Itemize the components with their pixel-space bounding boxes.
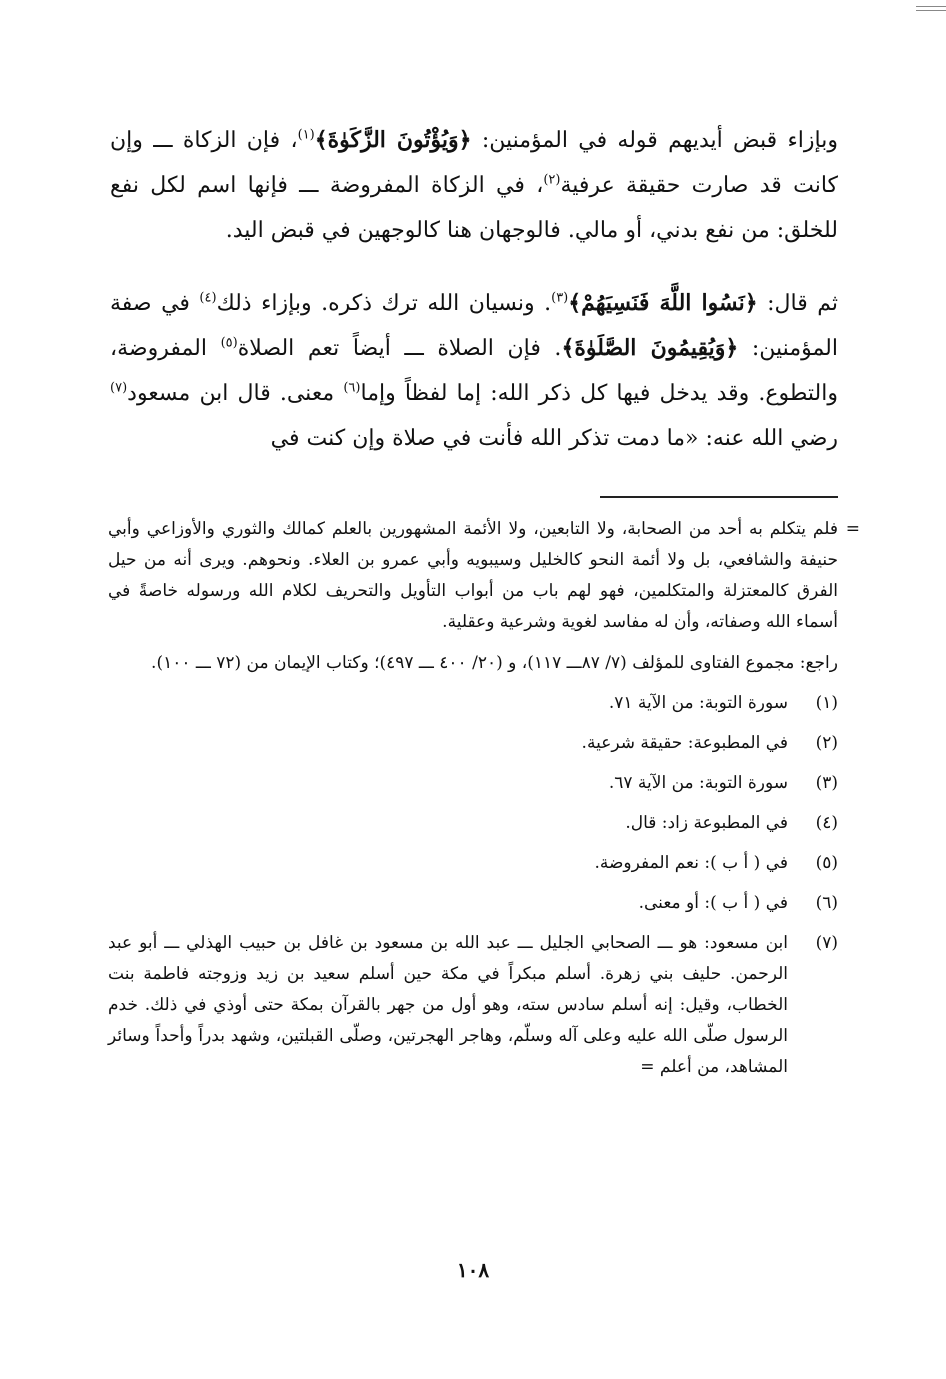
p1-text-a: وبإزاء قبض أيديهم قوله في المؤمنين: <box>471 128 838 153</box>
footnote-1 <box>108 688 838 719</box>
footnote-ref-1[interactable]: (١) <box>297 127 315 143</box>
p2-text-a: ثم قال: <box>757 291 838 316</box>
footnote-text: في ( أ ب ): أو معنى. <box>638 893 788 913</box>
footnote-text: في المطبوعة: حقيقة شرعية. <box>581 733 788 753</box>
footnote-ref-5[interactable]: (٥) <box>220 335 238 351</box>
footnote-ref-6[interactable]: (٦) <box>343 380 361 396</box>
footnote-ref-3[interactable]: (٣) <box>551 290 569 306</box>
footnote-number: (٧) <box>815 933 838 953</box>
footnote-separator <box>600 496 838 498</box>
p1-text-b: ، فإن الزكاة ـــ وإن كانت قد صارت حقيقة عرفية <box>110 128 838 198</box>
footnote-text: في المطبوعة زاد: قال. <box>625 813 788 833</box>
footnote-7 <box>108 928 838 1083</box>
footnote-3 <box>108 768 838 799</box>
footnote-text: ابن مسعود: هو ـــ الصحابي الجليل ـــ عبد الله بن مسعود بن غافل بن حبيب الهذلي ـــ أبو عبد الرحمن. حليف بني زهرة. أسلم مبكراً في مكة حين أسلم سعيد بن زيد وزوجته فاطمة بنت الخطاب، وقيل: إنه أسلم سادس سته، وهو أول من جهر بالقرآن بمكة حتى أوذي في ذلك. خدم الرسول صلّى الله عليه وعلى آله وسلّم، وهاجر الهجرتين، وصلّى القبلتين، وشهد بدراً وأحداً وسائر المشاهد، من أعلم = <box>108 933 788 1077</box>
reference-line: راجع: مجموع الفتاوى للمؤلف (٧/ ٨٧ـــ ١١٧)، و (٢٠/ ٤٠٠ ـــ ٤٩٧)؛ وكتاب الإيمان من (٧٢ ـــ ١٠٠). <box>151 653 838 673</box>
footnote-4 <box>108 808 838 839</box>
footnote-ref-7[interactable]: (٧) <box>110 380 128 396</box>
p2-text-d: . فإن الصلاة ـــ أيضاً تعم الصلاة <box>237 336 562 361</box>
corner-rule-mark <box>916 6 946 11</box>
main-text <box>110 118 838 461</box>
footnote-5 <box>108 848 838 879</box>
continuation-mark: = <box>845 519 860 539</box>
main-paragraph-2 <box>110 281 838 461</box>
footnote-number: (٤) <box>815 813 838 833</box>
footnote-ref-4[interactable]: (٤) <box>199 290 217 306</box>
footnote-text: سورة التوبة: من الآية ٧١. <box>608 693 788 713</box>
footnote-ref-2[interactable]: (٢) <box>543 172 561 188</box>
footnote-number: (١) <box>815 693 838 713</box>
p2-text-g: رضي الله عنه: «ما دمت تذكر الله فأنت في صلاة وإن كنت في <box>270 426 838 451</box>
footnote-continuation <box>108 514 860 638</box>
p2-text-e: المفروضة، والتطوع. وقد يدخل فيها كل ذكر الله: إما لفظاً وإما <box>110 336 838 406</box>
footnote-text: سورة التوبة: من الآية ٦٧. <box>608 773 788 793</box>
footnote-number: (٦) <box>815 893 838 913</box>
quran-verse-zakat: ﴿وَيُؤْتُونَ الزَّكَوٰةَ﴾ <box>314 127 472 153</box>
page-number: ١٠٨ <box>456 1258 490 1282</box>
quran-verse-forgot-allah: ﴿نَسُوا اللَّهَ فَنَسِيَهُمْ﴾ <box>568 290 758 316</box>
p2-text-b: . ونسيان الله ترك ذكره. وبإزاء ذلك <box>216 291 552 316</box>
footnote-number: (٣) <box>815 773 838 793</box>
p1-text-c: ، في الزكاة المفروضة ـــ فإنها اسم لكل نفع للخلق: من نفع بدني، أو مالي. فالوجهان هنا كالوجهين في قبض اليد. <box>110 173 838 243</box>
footnote-text: في ( أ ب ): نعم المفروضة. <box>594 853 788 873</box>
p2-text-c: في صفة المؤمنين: <box>110 291 839 361</box>
p2-text-f: معنى. قال ابن مسعود <box>127 381 344 406</box>
footnote-6 <box>108 888 838 919</box>
main-paragraph-1 <box>110 118 838 253</box>
footnotes-section <box>108 514 860 1083</box>
footnote-number: (٢) <box>815 733 838 753</box>
quran-verse-establish-prayer: ﴿وَيُقِيمُونَ الصَّلَوٰةَ﴾ <box>561 335 739 361</box>
footnote-number: (٥) <box>815 853 838 873</box>
footnote-2 <box>108 728 838 759</box>
continuation-text: فلم يتكلم به أحد من الصحابة، ولا التابعين، ولا الأئمة المشهورين بالعلم كمالك والثوري والأوزاعي وأبي حنيفة والشافعي، بل ولا أئمة النحو كالخليل وسيبويه وأبي عمرو بن العلاء. ونحوهم. ويرى أنه من حيل الفرق كالمعتزلة والمتكلمين، فهو لهم باب من أبواب التأويل والتحريف لكلام الله ورسوله خاصةً في أسماء الله وصفاته، وأن له مفاسد لغوية وشرعية وعقلية. <box>108 519 838 632</box>
